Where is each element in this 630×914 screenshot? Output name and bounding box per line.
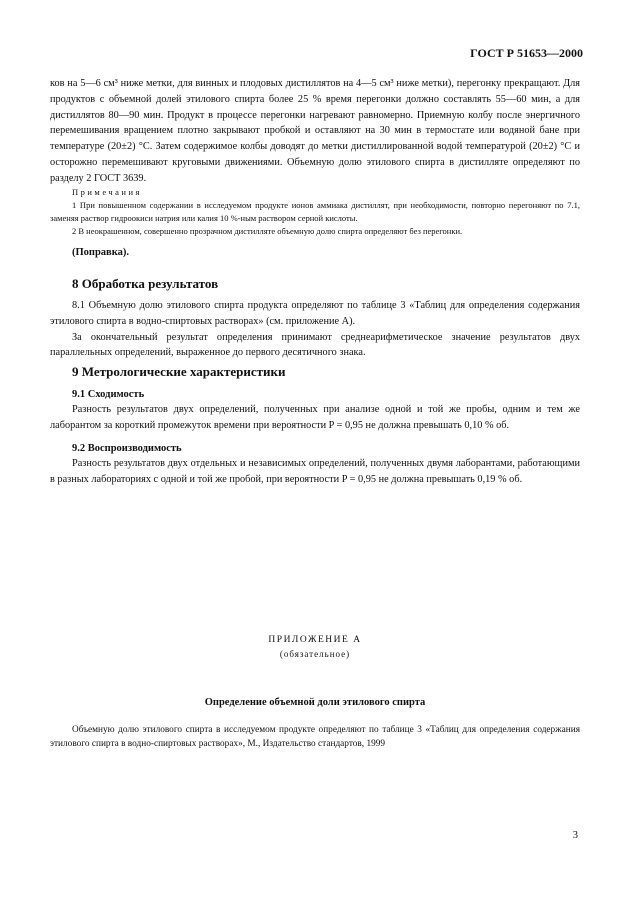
section-8-paragraph-1: 8.1 Объемную долю этилового спирта продукта определяют по таблице 3 «Таблиц для определения содержания этилового спирта в водно-спиртовых растворах» (см. приложение А). (50, 300, 580, 327)
subsection-9-1-body (50, 402, 580, 434)
section-8-body (50, 298, 580, 361)
appendix-title: ПРИЛОЖЕНИЕ А (268, 635, 362, 645)
appendix-heading: Определение объемной доли этилового спирта (204, 697, 426, 708)
section-8-heading: 8 Обработка результатов (72, 276, 219, 291)
subsection-9-1-text: Разность результатов двух определений, полученных при анализе одной и той же пробы, одним и тем же лаборантом за короткий промежуток времени при вероятности P = 0,95 не должна превышать 0,10 % об. (50, 404, 580, 431)
amendment-mark: (Поправка). (72, 247, 129, 258)
subsection-9-1-heading: 9.1 Сходимость (72, 389, 145, 400)
section-8-paragraph-2: За окончательный результат определения принимают среднеарифметическое значение результатов двух параллельных определений, выраженное до первого десятичного знака. (50, 331, 580, 359)
appendix-body (50, 723, 580, 751)
note-1: 1 При повышенном содержании в исследуемом продукте ионов аммиака дистиллят, при необходимости, повторно перегоняют по 7.1, заменяя раствор гидроокиси натрия или калия 10 %-ным раствором серной кислоты. (50, 200, 580, 223)
note-2: 2 В неокрашенном, совершенно прозрачном дистилляте объемную долю спирта определяют без перегонки. (72, 226, 463, 236)
subsection-9-2-text: Разность результатов двух отдельных и независимых определений, полученных двумя лаборантами, работающими в разных лабораториях с одной и той же пробой, при вероятности P = 0,95 не должна превышать 0,19 % об. (50, 458, 580, 485)
intro-paragraph: ков на 5—6 см³ ниже метки, для винных и плодовых дистиллятов на 4—5 см³ ниже метки), перегонку прекращают. Для продуктов с объемной долей этилового спирта более 25 % время перегонки должно составлять 55—60 мин, а для дистиллятов 80—90 мин. Продукт в процессе перегонки нагревают равномерно. Приемную колбу после энергичного перемешивания вращением плотно закрывают пробкой и оставляют на 30 мин в термостате или водяной бане при температуре (20±2) °С. Затем содержимое колбы доводят до метки дистиллированной водой температурой (20±2) °С и осторожно перемешивают круговыми движениями. Объемную долю этилового спирта в дистилляте определяют по разделу 2 ГОСТ 3639. (50, 78, 580, 184)
section-9-heading: 9 Метрологические характеристики (72, 364, 286, 379)
page-number: 3 (572, 830, 578, 841)
notes-block (50, 199, 580, 238)
notes-title: Примечания (72, 187, 142, 197)
subsection-9-2-heading: 9.2 Воспроизводимость (72, 443, 182, 454)
appendix-text: Объемную долю этилового спирта в исследуемом продукте определяют по таблице 3 «Таблиц для определения содержания этилового спирта в водно-спиртовых растворах», М., Издательство стандартов, 1999 (50, 725, 580, 749)
subsection-9-2-body (50, 456, 580, 488)
doc-header-id: ГОСТ Р 51653—2000 (470, 46, 583, 60)
appendix-status: (обязательное) (279, 649, 351, 659)
continuation-paragraph (50, 76, 580, 187)
